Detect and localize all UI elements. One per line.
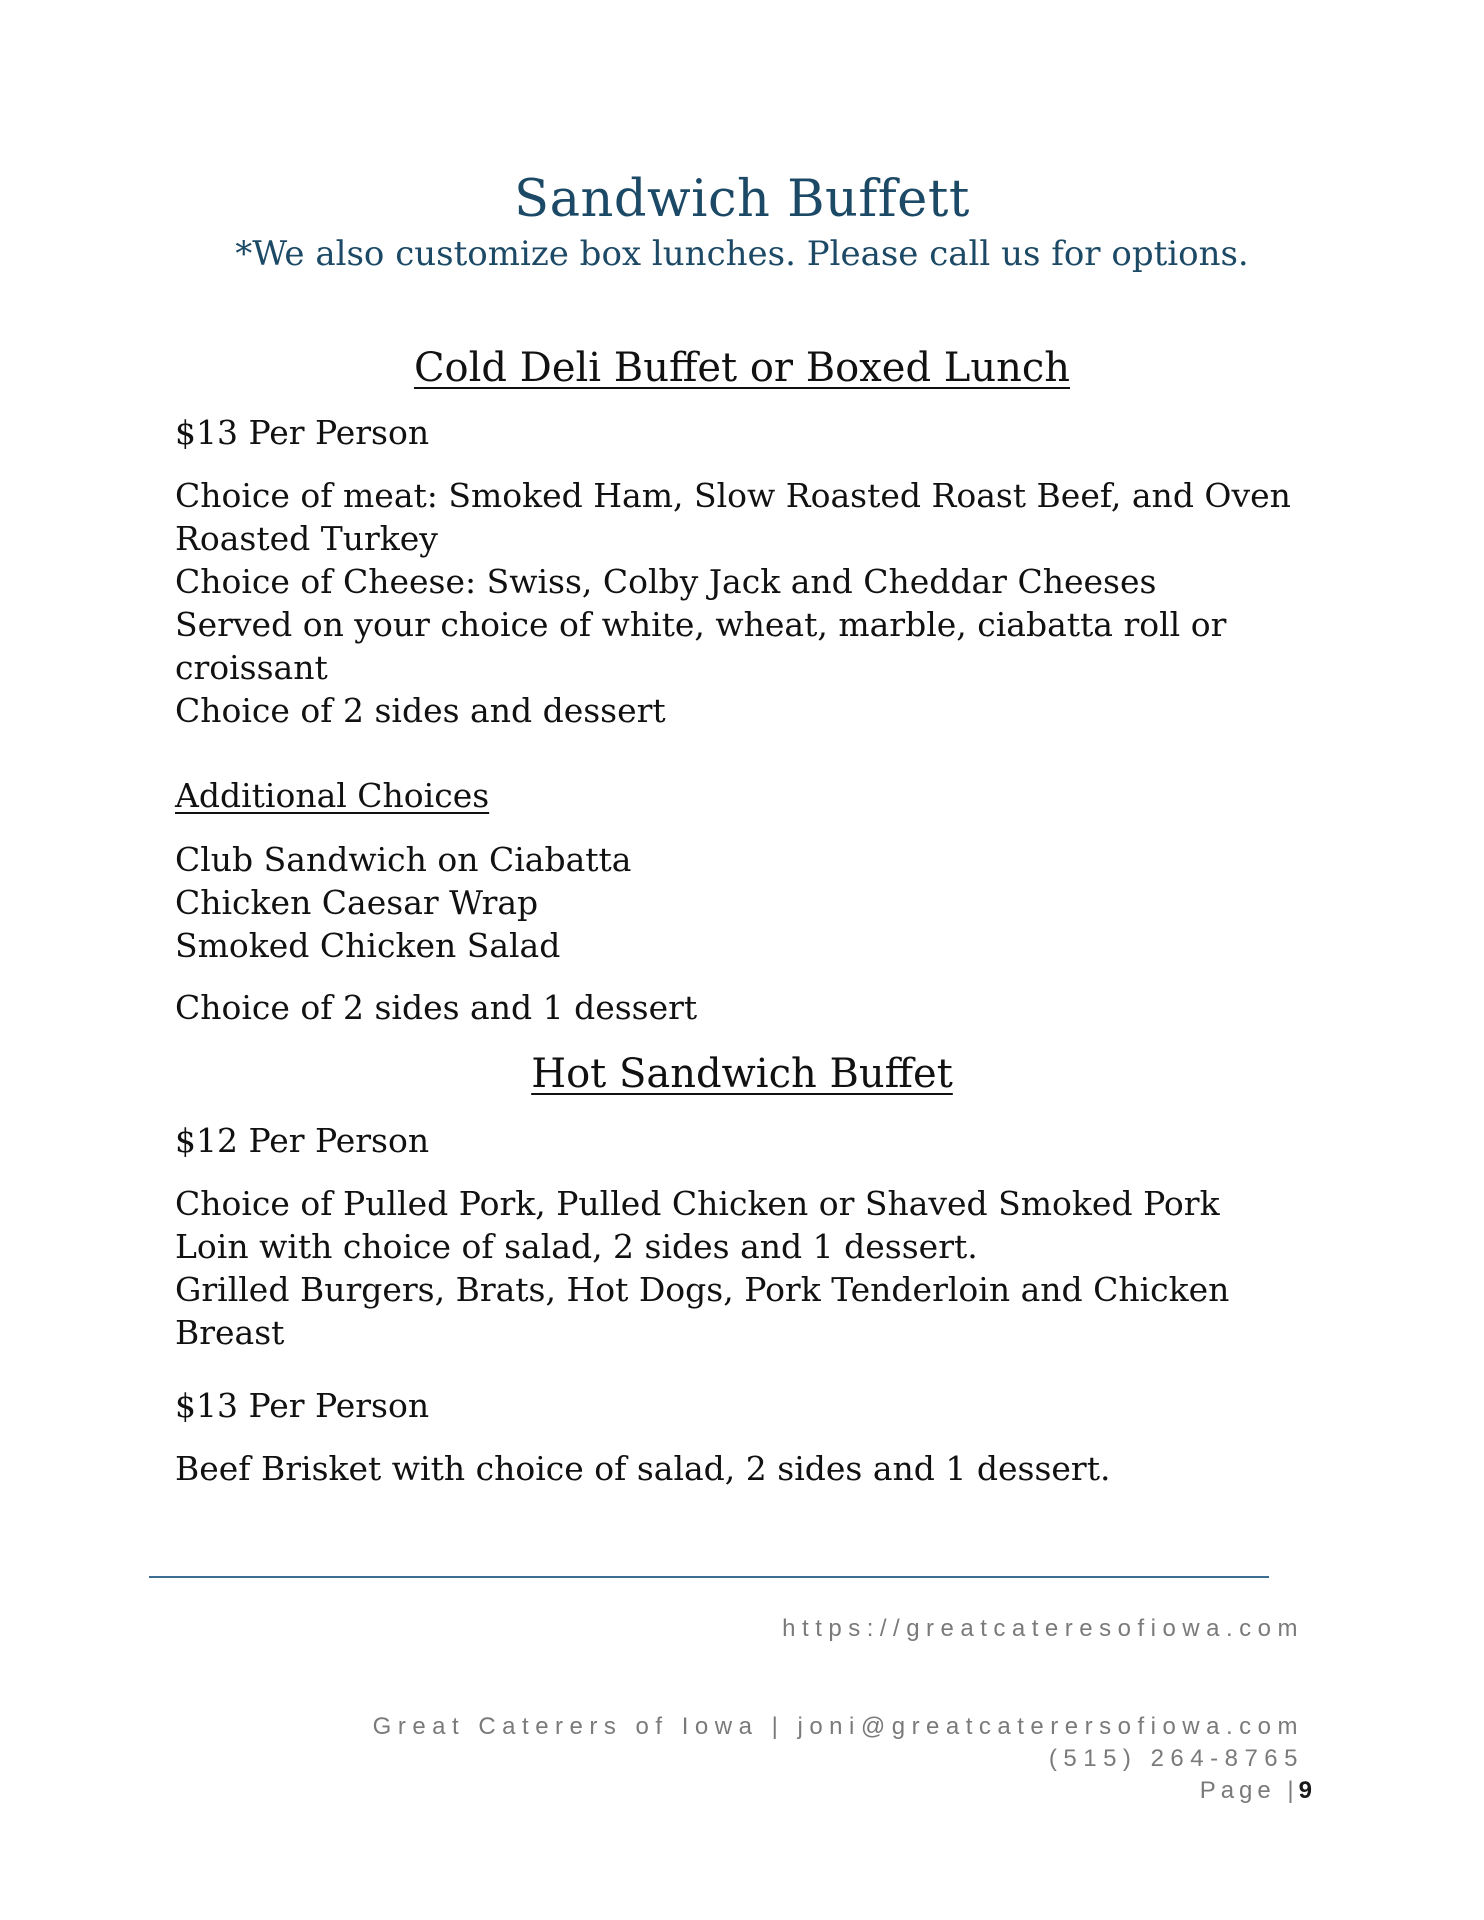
page-subtitle: *We also customize box lunches. Please call us for options.	[235, 234, 1249, 274]
footer-contact: Great Caterers of Iowa | joni@greatcaterersofiowa.com	[372, 1713, 1304, 1740]
additional-choices-heading: Additional Choices	[175, 776, 490, 815]
additional-choices-note: Choice of 2 sides and 1 dessert	[175, 988, 698, 1027]
cold-deli-description	[175, 474, 1325, 732]
hot-sandwich-description	[175, 1182, 1325, 1354]
list-item: Club Sandwich on Ciabatta	[175, 840, 632, 879]
page-number: 9	[1298, 1777, 1312, 1804]
page-label: Page |	[1199, 1777, 1299, 1804]
cold-deli-line: Choice of 2 sides and dessert	[175, 691, 666, 730]
cold-deli-price: $13 Per Person	[175, 413, 430, 452]
hot-sandwich-line: Grilled Burgers, Brats, Hot Dogs, Pork Tenderloin and Chicken	[175, 1270, 1230, 1309]
list-item: Chicken Caesar Wrap	[175, 883, 539, 922]
hot-sandwich-line: Choice of Pulled Pork, Pulled Chicken or Shaved Smoked Pork	[175, 1184, 1220, 1223]
hot-sandwich-line: Breast	[175, 1313, 285, 1352]
list-item: Smoked Chicken Salad	[175, 926, 561, 965]
additional-choices-list	[175, 838, 1325, 967]
cold-deli-heading: Cold Deli Buffet or Boxed Lunch	[413, 345, 1071, 391]
brisket-price: $13 Per Person	[175, 1386, 430, 1425]
footer-phone: (515) 264-8765	[1048, 1745, 1304, 1772]
brisket-description: Beef Brisket with choice of salad, 2 sides and 1 dessert.	[175, 1449, 1111, 1488]
cold-deli-line: Choice of Cheese: Swiss, Colby Jack and Cheddar Cheeses	[175, 562, 1157, 601]
hot-sandwich-heading: Hot Sandwich Buffet	[531, 1051, 953, 1097]
footer-url[interactable]: https://greatcateresofiowa.com	[782, 1615, 1304, 1642]
footer-divider	[149, 1576, 1269, 1578]
cold-deli-line: croissant	[175, 648, 328, 687]
cold-deli-line: Roasted Turkey	[175, 519, 438, 558]
cold-deli-line: Served on your choice of white, wheat, marble, ciabatta roll or	[175, 605, 1227, 644]
hot-sandwich-line: Loin with choice of salad, 2 sides and 1 dessert.	[175, 1227, 978, 1266]
hot-sandwich-price: $12 Per Person	[175, 1121, 430, 1160]
footer-page	[1200, 1777, 1312, 1805]
cold-deli-line: Choice of meat: Smoked Ham, Slow Roasted Roast Beef, and Oven	[175, 476, 1291, 515]
page-title: Sandwich Buffett	[514, 170, 970, 229]
